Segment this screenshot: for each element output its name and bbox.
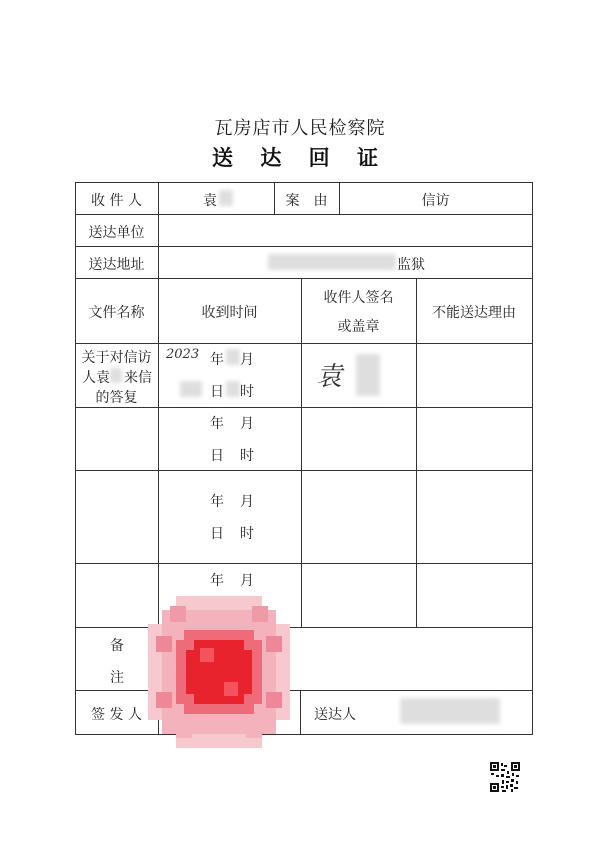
year-label: 年 <box>210 494 224 510</box>
case-value: 信访 <box>421 193 450 209</box>
table-line <box>75 214 533 215</box>
redaction-blur <box>226 381 240 397</box>
table-line <box>75 470 533 471</box>
month-label: 月 <box>240 573 254 589</box>
recipient-label: 收 件 人 <box>91 193 142 209</box>
deliverer-label: 送达人 <box>314 707 356 723</box>
doc-name-line3: 的答复 <box>95 390 138 406</box>
table-line <box>416 278 417 627</box>
delivery-unit-label: 送达单位 <box>88 225 145 241</box>
table-line <box>75 407 533 408</box>
day-label: 日 <box>210 448 224 464</box>
redaction-blur <box>356 354 380 396</box>
handwritten-year: 2023 <box>166 347 200 362</box>
year-label: 年 <box>210 573 224 589</box>
recipient-value: 袁 <box>203 193 217 209</box>
table-line <box>300 690 301 734</box>
month-label: 月 <box>240 494 254 510</box>
month-label: 月 <box>240 352 254 368</box>
org-title: 瓦房店市人民检察院 <box>214 118 386 139</box>
table-line <box>75 343 533 344</box>
redaction-blur <box>110 368 122 383</box>
delivery-address-value: 监狱 <box>397 257 425 273</box>
redaction-blur <box>180 381 202 397</box>
doc-title: 送 达 回 证 <box>212 146 388 170</box>
issuer-label: 签 发 人 <box>91 707 142 723</box>
redaction-blur <box>268 254 396 270</box>
remarks-label-2: 注 <box>110 670 124 686</box>
day-label: 日 <box>210 384 224 400</box>
table-border-bottom <box>75 734 533 735</box>
year-label: 年 <box>210 416 224 432</box>
delivery-address-label: 送达地址 <box>88 257 145 273</box>
table-line <box>75 563 533 564</box>
year-label: 年 <box>210 352 224 368</box>
hour-label: 时 <box>240 448 254 464</box>
redaction-blur <box>226 349 240 365</box>
table-line <box>75 246 533 247</box>
doc-name-line2b: 来信 <box>124 370 152 386</box>
recipient-signature: 袁 <box>316 362 343 392</box>
table-border-top <box>75 182 533 183</box>
hour-label: 时 <box>240 384 254 400</box>
col-reason: 不能送达理由 <box>432 305 516 321</box>
official-seal-stamp <box>148 596 290 748</box>
table-border-right <box>532 182 533 735</box>
col-sign-line1: 收件人签名 <box>323 290 394 306</box>
remarks-label-1: 备 <box>110 638 124 654</box>
table-line <box>75 690 533 691</box>
col-sign-line2: 或盖章 <box>337 319 380 335</box>
table-line <box>75 627 533 628</box>
qr-code-icon <box>490 762 520 792</box>
col-received-time: 收到时间 <box>201 305 258 321</box>
case-label: 案 由 <box>285 193 328 209</box>
table-line <box>75 278 533 279</box>
hour-label: 时 <box>240 526 254 542</box>
redaction-blur <box>400 698 500 724</box>
day-label: 日 <box>210 526 224 542</box>
month-label: 月 <box>240 416 254 432</box>
doc-name-line1: 关于对信访 <box>81 350 152 366</box>
col-doc-name: 文件名称 <box>88 305 145 321</box>
redaction-blur <box>219 190 233 206</box>
doc-name-line2a: 人袁 <box>82 370 110 386</box>
